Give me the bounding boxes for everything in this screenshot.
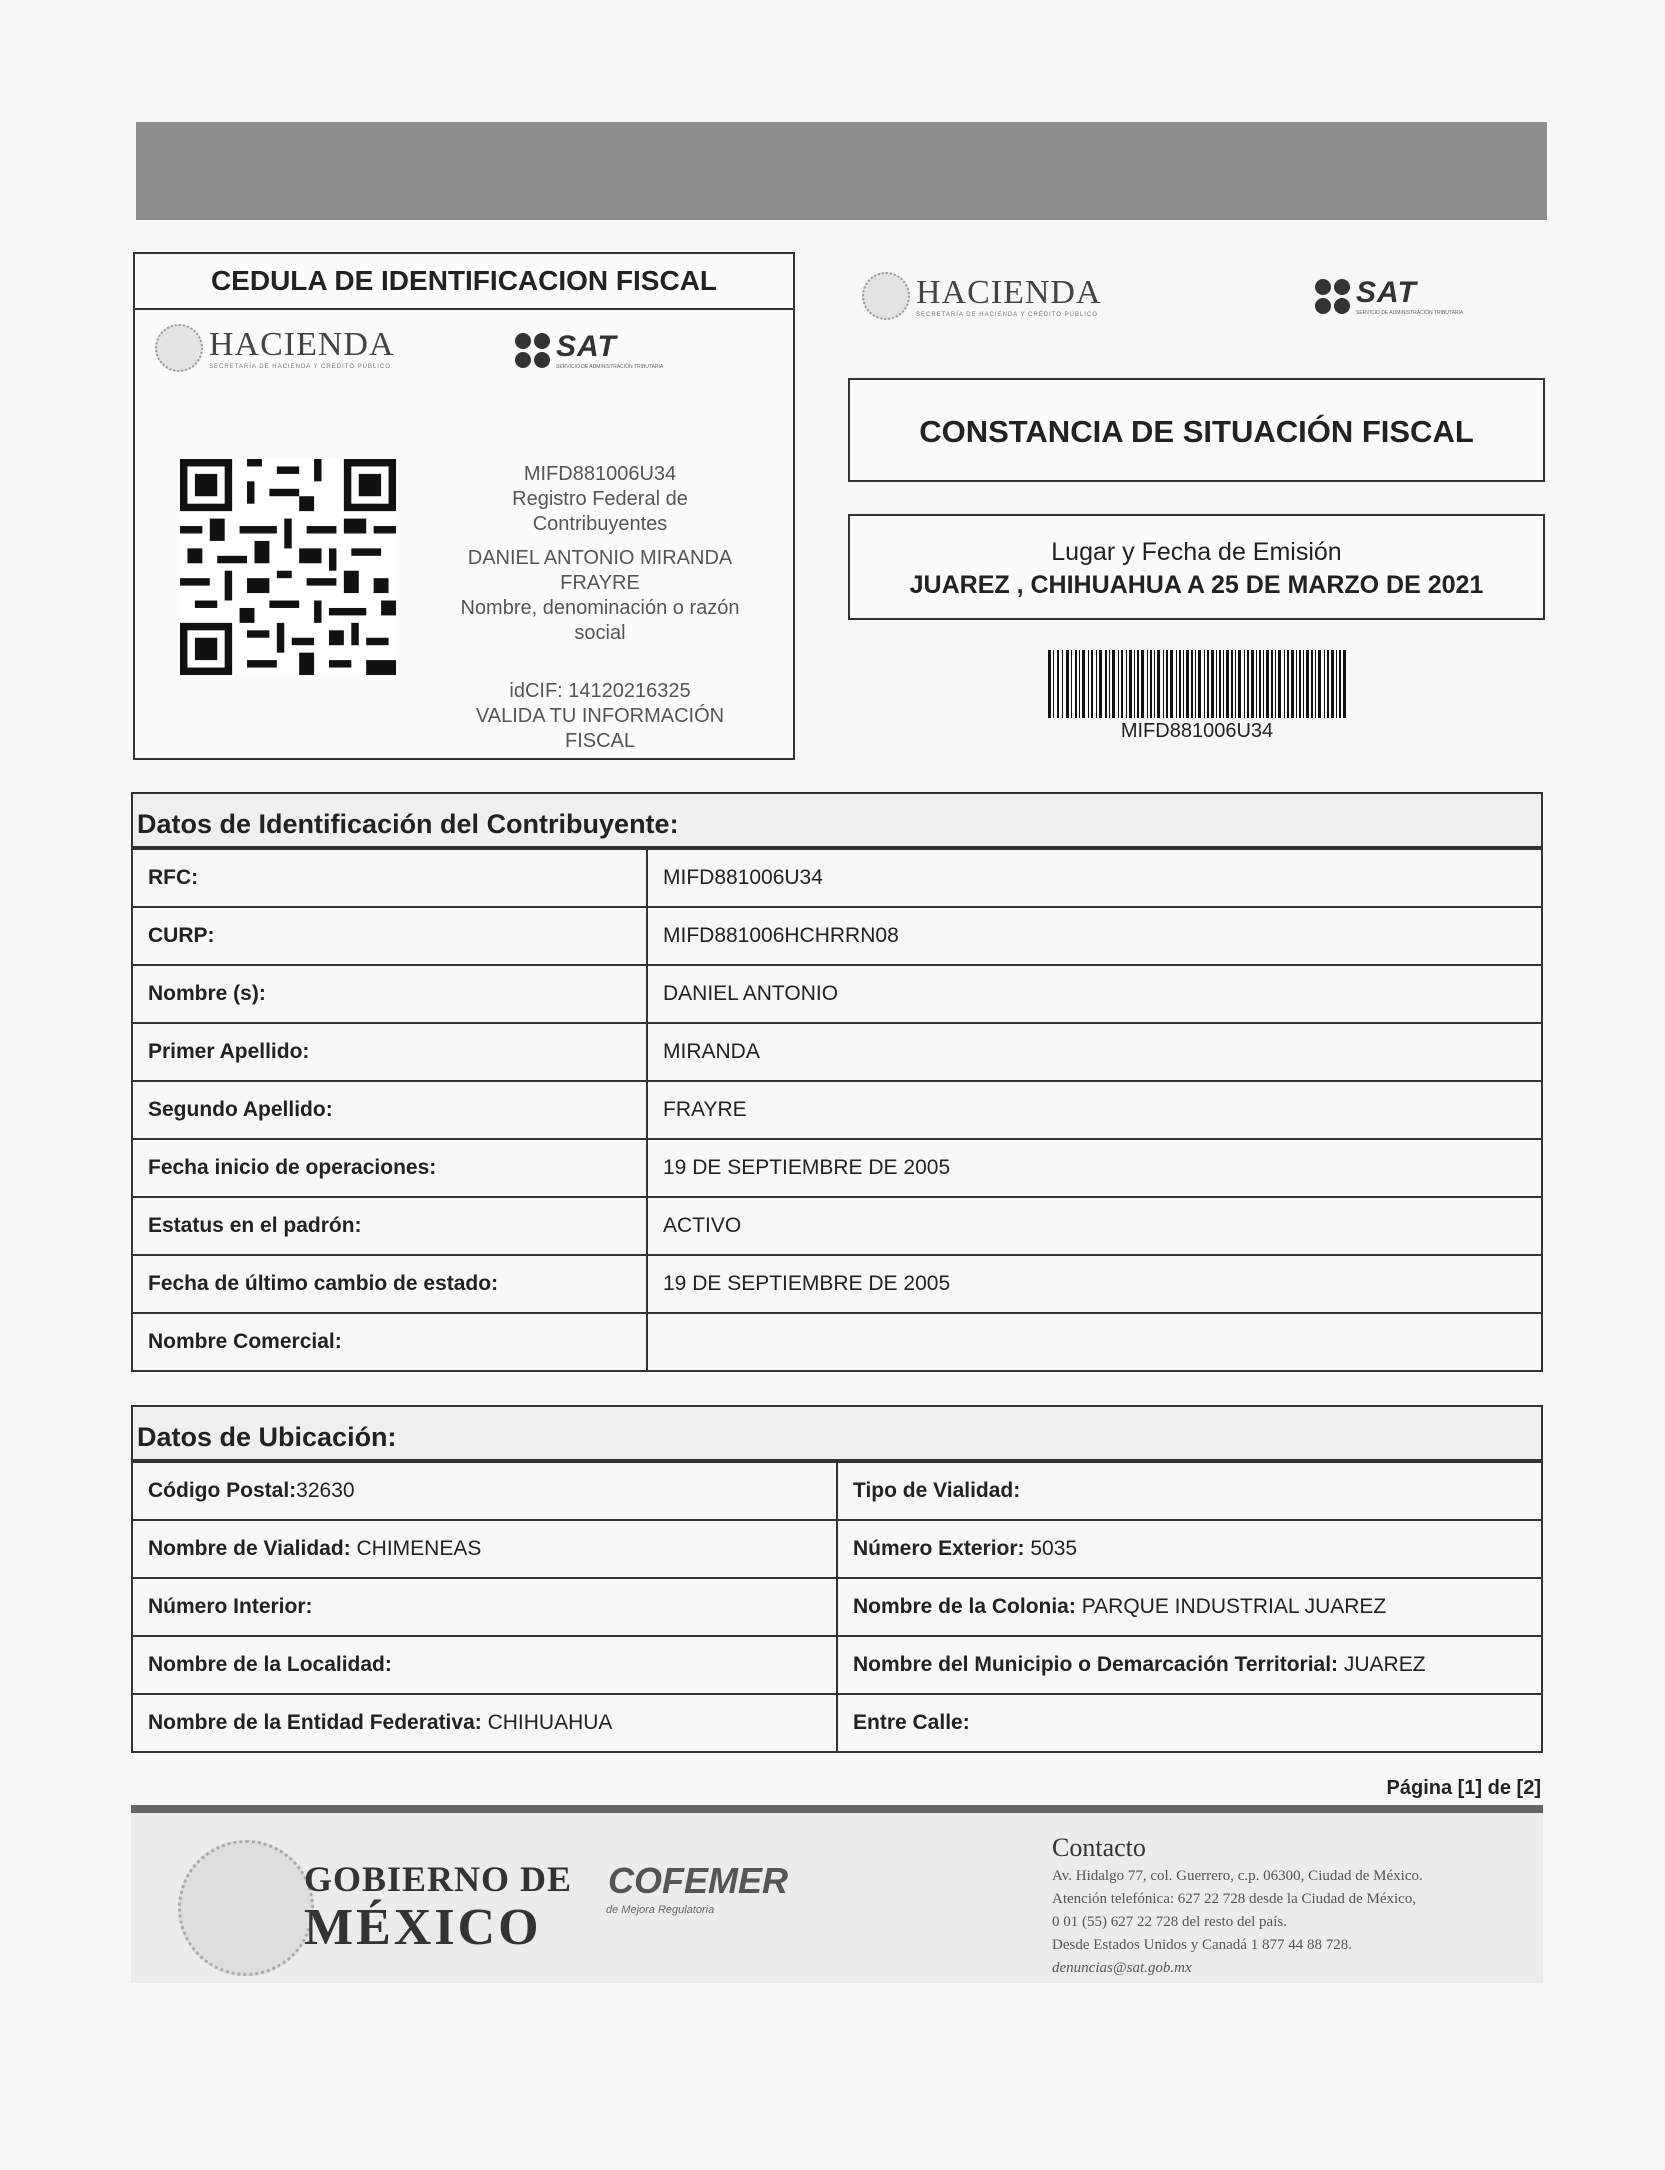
table-row — [132, 849, 1542, 907]
contacto-line: Atención telefónica: 627 22 728 desde la Ciudad de México, — [1052, 1891, 1417, 1907]
field-value: JUAREZ — [1338, 1653, 1426, 1676]
contacto-title: Contacto — [1052, 1833, 1146, 1862]
field-label: Código Postal: — [148, 1479, 297, 1502]
contacto-line: Av. Hidalgo 77, col. Guerrero, c.p. 06300, Ciudad de México. — [1052, 1868, 1423, 1884]
header-sat-logo: SAT SERVICIO DE ADMINISTRACIÓN TRIBUTARIA — [1315, 276, 1463, 316]
field-value: FRAYRE — [647, 1081, 1542, 1139]
table-row — [132, 1139, 1542, 1197]
field-label: Nombre de la Localidad: — [148, 1653, 392, 1676]
field-value: PARQUE INDUSTRIAL JUAREZ — [1075, 1595, 1387, 1618]
table-row — [132, 1197, 1542, 1255]
gobierno-line1: GOBIERNO DE — [304, 1859, 573, 1899]
ubicacion-heading: Datos de Ubicación: — [131, 1405, 1543, 1461]
gobierno-line2: MÉXICO — [304, 1899, 542, 1956]
header-hacienda-logo: HACIENDA SECRETARÍA DE HACIENDA Y CRÉDITO PÚBLICO — [862, 272, 1102, 320]
field-label: Fecha inicio de operaciones: — [132, 1139, 647, 1197]
field-label: Nombre de la Entidad Federativa: — [148, 1711, 482, 1734]
field-label: Primer Apellido: — [132, 1023, 647, 1081]
identificacion-heading: Datos de Identificación del Contribuyente: — [131, 792, 1543, 848]
field-value: MIRANDA — [647, 1023, 1542, 1081]
barcode-icon — [1048, 650, 1346, 718]
emision-label: Lugar y Fecha de Emisión — [1051, 538, 1342, 566]
cedula-rfc-label: Registro Federal de Contribuyentes — [512, 488, 688, 535]
table-row — [132, 1636, 1542, 1694]
table-row — [132, 1462, 1542, 1520]
emision-value: JUAREZ , CHIHUAHUA A 25 DE MARZO DE 2021 — [909, 571, 1484, 599]
contacto-line: 0 01 (55) 627 22 728 del resto del país. — [1052, 1914, 1287, 1930]
cedula-name-label-line1: Nombre, denominación o razón — [460, 597, 740, 619]
cedula-card — [133, 252, 795, 760]
cofemer-logo: COFEMER — [608, 1860, 788, 1901]
sat-dots-icon — [515, 333, 550, 368]
field-value: ACTIVO — [647, 1197, 1542, 1255]
cedula-valida-line1: VALIDA TU INFORMACIÓN — [475, 705, 725, 727]
footer-divider — [131, 1805, 1543, 1813]
field-label: Nombre (s): — [132, 965, 647, 1023]
address-cell — [837, 1578, 1542, 1636]
gobierno-seal-icon — [178, 1840, 314, 1976]
field-label: Nombre Comercial: — [132, 1313, 647, 1371]
table-row — [132, 1313, 1542, 1371]
table-row — [132, 1081, 1542, 1139]
address-cell — [132, 1694, 837, 1752]
field-label: Fecha de último cambio de estado: — [132, 1255, 647, 1313]
hacienda-seal-icon — [155, 324, 203, 372]
hacienda-logo: HACIENDA SECRETARÍA DE HACIENDA Y CRÉDITO PÚBLICO — [155, 324, 395, 372]
field-label: Nombre de la Colonia: — [853, 1595, 1076, 1618]
field-label: Nombre de Vialidad: — [148, 1537, 351, 1560]
field-label: Entre Calle: — [853, 1711, 970, 1734]
cedula-title: CEDULA DE IDENTIFICACION FISCAL — [135, 254, 793, 310]
field-label: Tipo de Vialidad: — [853, 1479, 1021, 1502]
address-cell — [132, 1636, 837, 1694]
table-row — [132, 965, 1542, 1023]
field-label: Nombre del Municipio o Demarcación Territorial: — [853, 1653, 1339, 1676]
cedula-name-label-line2: social — [574, 622, 626, 644]
field-value: MIFD881006HCHRRN08 — [647, 907, 1542, 965]
hacienda-seal-icon — [862, 272, 910, 320]
field-label: Segundo Apellido: — [132, 1081, 647, 1139]
cedula-name-line2: FRAYRE — [560, 572, 640, 594]
field-label: CURP: — [132, 907, 647, 965]
qr-code-icon — [180, 459, 396, 675]
header-gray-band — [136, 122, 1547, 220]
field-value — [647, 1313, 1542, 1371]
table-row — [132, 1694, 1542, 1752]
document-title: CONSTANCIA DE SITUACIÓN FISCAL — [919, 414, 1474, 449]
barcode-text: MIFD881006U34 — [1120, 720, 1274, 742]
address-cell — [837, 1462, 1542, 1520]
sat-dots-icon — [1315, 279, 1350, 314]
cedula-valida-line2: FISCAL — [564, 730, 636, 752]
cofemer-sub: de Mejora Regulatoria — [606, 1904, 715, 1916]
field-label: Número Interior: — [148, 1595, 313, 1618]
identificacion-section — [131, 792, 1543, 1372]
field-value: 5035 — [1024, 1537, 1078, 1560]
contacto-line: Desde Estados Unidos y Canadá 1 877 44 88 728. — [1052, 1937, 1352, 1953]
table-row — [132, 1520, 1542, 1578]
address-cell — [837, 1694, 1542, 1752]
cedula-name-line1: DANIEL ANTONIO MIRANDA — [467, 547, 733, 569]
ubicacion-table — [131, 1461, 1543, 1753]
cedula-idcif: idCIF: 14120216325 — [509, 680, 691, 702]
field-value: DANIEL ANTONIO — [647, 965, 1542, 1023]
field-label: Número Exterior: — [853, 1537, 1025, 1560]
address-cell — [837, 1520, 1542, 1578]
table-row — [132, 1578, 1542, 1636]
field-value: 19 DE SEPTIEMBRE DE 2005 — [647, 1139, 1542, 1197]
table-row — [132, 907, 1542, 965]
contacto-email[interactable]: denuncias@sat.gob.mx — [1052, 1960, 1192, 1976]
field-value: CHIHUAHUA — [481, 1711, 613, 1734]
emision-box — [848, 514, 1545, 620]
cedula-rfc: MIFD881006U34 — [523, 463, 677, 485]
field-label: Estatus en el padrón: — [132, 1197, 647, 1255]
field-label: RFC: — [132, 849, 647, 907]
ubicacion-section — [131, 1405, 1543, 1753]
sat-logo: SAT SERVICIO DE ADMINISTRACIÓN TRIBUTARIA — [515, 330, 663, 370]
identificacion-table — [131, 848, 1543, 1372]
document-title-box — [848, 378, 1545, 482]
address-cell — [132, 1520, 837, 1578]
field-value: 19 DE SEPTIEMBRE DE 2005 — [647, 1255, 1542, 1313]
address-cell — [132, 1462, 837, 1520]
page-number: Página [1] de [2] — [1386, 1777, 1541, 1799]
field-value: MIFD881006U34 — [647, 849, 1542, 907]
address-cell — [132, 1578, 837, 1636]
table-row — [132, 1255, 1542, 1313]
address-cell — [837, 1636, 1542, 1694]
field-value: 32630 — [296, 1479, 355, 1502]
table-row — [132, 1023, 1542, 1081]
field-value: CHIMENEAS — [350, 1537, 482, 1560]
